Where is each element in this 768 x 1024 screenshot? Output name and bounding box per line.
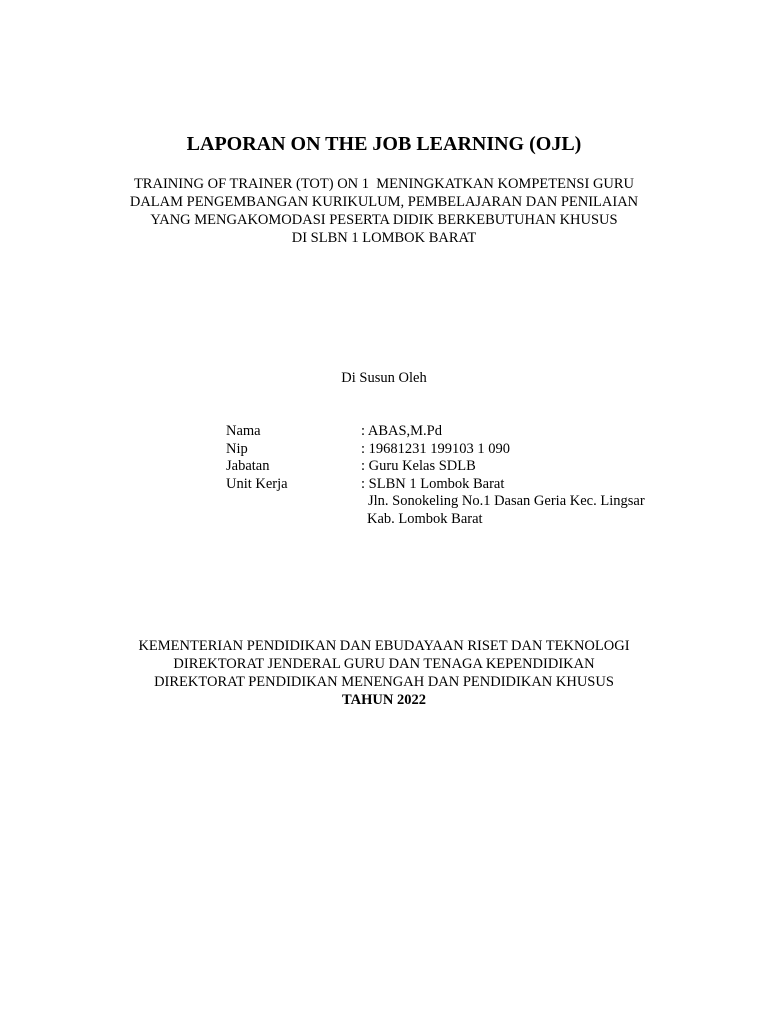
prepared-by-label: Di Susun Oleh [341, 370, 427, 386]
author-nip-row [226, 441, 645, 459]
name-value: : ABAS,M.Pd [361, 423, 442, 439]
position-value: : Guru Kelas SDLB [361, 458, 476, 474]
footer-line: DIREKTORAT PENDIDIKAN MENENGAH DAN PENDIDIKAN KHUSUS [154, 674, 614, 690]
footer-line: KEMENTERIAN PENDIDIKAN DAN EBUDAYAAN RISET DAN TEKNOLOGI [138, 638, 630, 654]
institution-footer [0, 637, 768, 709]
unit-value: : SLBN 1 Lombok Barat [361, 475, 505, 492]
name-label: Nama [226, 423, 261, 439]
footer-line: DIREKTORAT JENDERAL GURU DAN TENAGA KEPENDIDIKAN [173, 656, 595, 672]
unit-address-line: Jln. Sonokeling No.1 Dasan Geria Kec. Lingsar [368, 493, 645, 509]
author-unit-row [226, 476, 645, 494]
unit-label: Unit Kerja [226, 475, 288, 492]
unit-address-line: Kab. Lombok Barat [367, 510, 483, 527]
subtitle-line: TRAINING OF TRAINER (TOT) ON 1 MENINGKATKAN KOMPETENSI GURU [133, 176, 635, 192]
author-name-row [226, 423, 645, 441]
position-label: Jabatan [226, 458, 270, 474]
author-position-row [226, 458, 645, 476]
nip-label: Nip [226, 440, 248, 457]
document-title: LAPORAN ON THE JOB LEARNING (OJL) [186, 133, 582, 155]
subtitle-line: YANG MENGAKOMODASI PESERTA DIDIK BERKEBUTUHAN KHUSUS [150, 212, 618, 228]
author-info [226, 423, 645, 528]
subtitle-line: DI SLBN 1 LOMBOK BARAT [291, 230, 477, 246]
document-subtitle [0, 175, 768, 247]
report-year: TAHUN 2022 [342, 692, 426, 708]
subtitle-line: DALAM PENGEMBANGAN KURIKULUM, PEMBELAJARAN DAN PENILAIAN [129, 194, 639, 210]
nip-value: : 19681231 199103 1 090 [361, 440, 511, 457]
